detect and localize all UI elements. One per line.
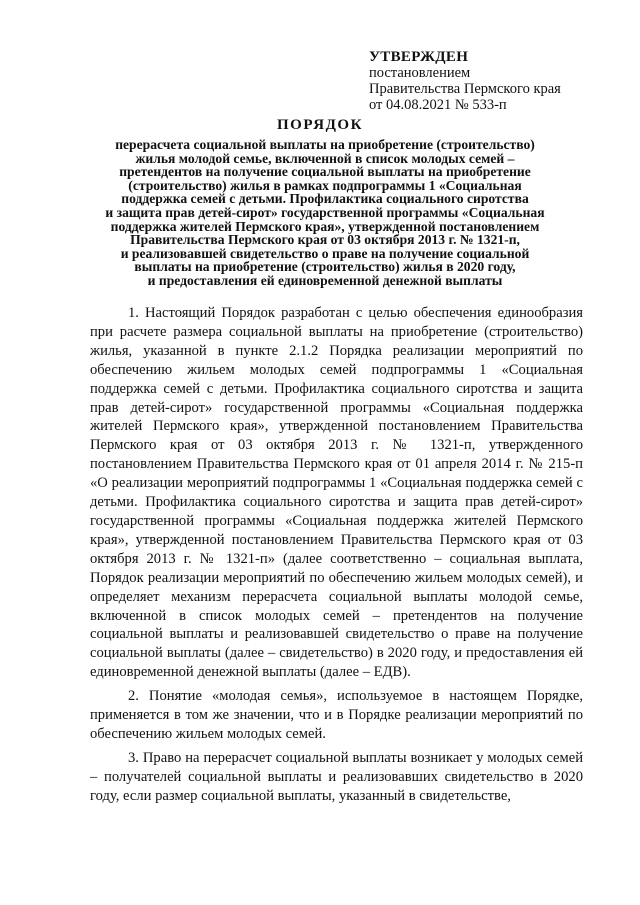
subtitle-line: поддержка жителей Пермского края», утвержденной постановлением	[110, 218, 540, 234]
subtitle-line: и предоставления ей единовременной денежной выплаты	[147, 272, 503, 288]
approval-line-1: постановлением	[369, 65, 471, 81]
subtitle-line: жилья молодой семье, включенной в список молодых семей –	[135, 150, 515, 166]
approval-heading: УТВЕРЖДЕН	[369, 49, 469, 65]
subtitle-line: перерасчета социальной выплаты на приобретение (строительство)	[115, 137, 535, 152]
approval-stamp	[369, 49, 619, 113]
subtitle-line: и защита прав детей-сирот» государственной программы «Социальная	[105, 204, 545, 220]
subtitle-line: Правительства Пермского края от 03 октября 2013 г. № 1321-п,	[130, 232, 520, 248]
approval-line-2: Правительства Пермского края	[369, 81, 561, 97]
paragraph-2: 2. Понятие «молодая семья», используемое в настоящем Порядке, применяется в том же значении, что и в Порядке реализации мероприятий по обеспечению жильем молодых семей.	[90, 688, 583, 742]
document-body	[90, 304, 583, 806]
subtitle-line: и реализовавшей свидетельство о праве на получение социальной	[120, 245, 530, 261]
subtitle-line: претендентов на получение социальной выплаты на приобретение	[119, 164, 531, 180]
document-title: ПОРЯДОК	[277, 117, 363, 133]
paragraph-3: 3. Право на перерасчет социальной выплаты возникает у молодых семей – получателей социальной выплаты и реализовавших свидетельство в 2020 году, если размер социальной выплаты, указанный в свидетельстве,	[90, 749, 583, 804]
approval-line-3: от 04.08.2021 № 533-п	[369, 97, 507, 113]
document-subtitle	[78, 138, 572, 288]
subtitle-line: поддержка семей с детьми. Профилактика социального сиротства	[121, 191, 529, 207]
paragraph-1: 1. Настоящий Порядок разработан с целью обеспечения единообразия при расчете размера социальной выплаты на приобретение (строительство) жилья, указанной в пункте 2.1.2 Порядка реализации мероприятий по обеспечению жильем молодых семей подпрограммы 1 «Социальная поддержка семей с детьми. Профилактика социального сиротства и защита прав детей-сирот» государственной программы «Социальная поддержка жителей Пермского края», утвержденной постановлением Правительства Пермского края от 03 октября 2013 г. № 1321-п, утвержденного постановлением Правительства Пермского края от 01 апреля 2014 г. № 215-п «О реализации мероприятий подпрограммы 1 «Социальная поддержка семей с детьми. Профилактика социального сиротства и защита прав детей-сирот» государственной программы «Социальная поддержка жителей Пермского края», утвержденной постановлением Правительства Пермского края от 03 октября 2013 г. № 1321-п» (далее соответственно – социальная выплата, Порядок реализации мероприятий по обеспечению жильем молодых семей), и определяет механизм перерасчета социальной выплаты молодой семье, включенной в список молодых семей – претендентов на получение социальной выплаты и реализовавшей свидетельство о праве на получение социальной выплаты (далее – свидетельство) в 2020 году, и предоставления ей единовременной денежной выплаты (далее – ЕДВ).	[90, 305, 583, 681]
subtitle-line: (строительство) жилья в рамках подпрограммы 1 «Социальная	[128, 177, 522, 193]
subtitle-line: выплаты на приобретение (строительство) жилья в 2020 году,	[134, 259, 516, 275]
